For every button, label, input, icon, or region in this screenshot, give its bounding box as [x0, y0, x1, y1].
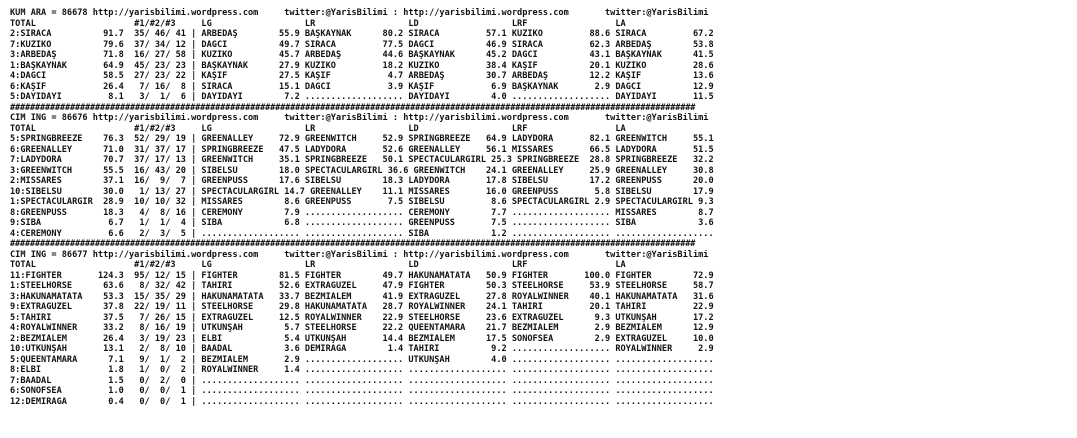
separator-line: ######################################################################################################################################### [10, 239, 696, 249]
result-row: 2:MISSARES 37.1 16/ 9/ 7 | GREENPUSS 17.6 SİBELSU 18.3 LADYDORA 17.8 SİBELSU 17.2 GREENPUSS 20.0 [10, 176, 714, 186]
separator-line: ######################################################################################################################################### [10, 102, 696, 113]
result-row: 3:HAKUNAMATATA 53.3 15/ 35/ 29 | HAKUNAMATATA 33.7 BEZMİALEM 41.9 EXTRAGÜZEL 27.8 ROYALWINNER 40.1 HAKUNAMATATA 31.6 [10, 291, 714, 302]
result-row: 4:CEREMONY 6.6 2/ 3/ 5 | ................... ................... SİBA 1.2 ................... ................... [10, 228, 714, 239]
result-row: 6:KAŞİF 26.4 7/ 16/ 8 | SIRACA 15.1 DAĞCI 3.9 KAŞİF 6.9 BAŞKAYNAK 2.9 DAĞCI 12.9 [10, 81, 714, 92]
result-row: 8:ELBİ 1.8 1/ 0/ 2 | ROYALWINNER 1.4 ................... ................... ................... ................... [10, 365, 714, 375]
result-row: 4:ROYALWINNER 33.2 8/ 16/ 19 | UTKUNŞAH 5.7 STEELHORSE 22.2 QUEENTAMARA 21.7 BEZMİALEM 2.9 BEZMİALEM 12.9 [10, 323, 714, 333]
result-row: 9:SİBA 6.7 1/ 1/ 4 | SİBA 6.8 ................... GREENPUSS 7.5 ................... SİBA 3.6 [10, 218, 714, 228]
result-row: 8:GREENPUSS 18.3 4/ 8/ 16 | CEREMONY 7.9 ................... CEREMONY 7.7 ................... MISSARES 8.7 [10, 207, 714, 218]
column-header-line: TOTAL #1/#2/#3 LG LR LD LRF LA [10, 260, 626, 270]
result-row: 10:UTKUNŞAH 13.1 2/ 8/ 10 | BAADAL 3.6 DEMİRAĞA 1.4 TAHİRİ 9.2 ................... ROYALWINNER 2.9 [10, 344, 714, 354]
result-row: 1:SPECTACULARGIR 28.9 10/ 10/ 32 | MISSARES 8.6 GREENPUSS 7.5 SİBELSU 8.6 SPECTACULARGIRL 2.9 SPECTACULARGIRL 9.3 [10, 197, 714, 207]
result-row: 5:QUEENTAMARA 7.1 9/ 1/ 2 | BEZMİALEM 2.9 ................... UTKUNŞAH 4.0 ................... ................... [10, 354, 714, 365]
result-row: 3:GREENWITCH 55.5 16/ 43/ 20 | SİBELSU 18.0 SPECTACULARGIRL 36.6 GREENWITCH 24.1 GREENALLEY 25.9 GREENALLEY 30.8 [10, 165, 714, 176]
result-row: 7:BAADAL 1.5 0/ 2/ 0 | ................... ................... ................... ................... ................... [10, 375, 714, 386]
result-row: 6:SONOFSEA 1.0 0/ 0/ 1 | ................... ................... ................... ................... ................... [10, 386, 714, 396]
result-row: 12:DEMİRAĞA 0.4 0/ 0/ 1 | ................... ................... ................... ................... ................... [10, 396, 714, 407]
section-header-line: KUM ARA = 86678 http://yarisbilimi.wordpress.com twitter:@YarisBilimi : http://yarisbilimi.wordpress.com twitter:@YarisBilimi [10, 8, 709, 18]
result-row: 7:KUZİKO 79.6 37/ 34/ 12 | DAĞCI 49.7 SIRACA 77.5 DAĞCI 46.9 SIRACA 62.3 ARBEDAŞ 53.8 [10, 39, 714, 50]
section-kum-ara [10, 8, 1077, 103]
section-cim-ing-86676 [10, 113, 1077, 239]
result-row: 1:BAŞKAYNAK 64.9 45/ 23/ 23 | BAŞKAYNAK 27.9 KUZİKO 18.2 KUZİKO 38.4 KAŞİF 20.1 KUZİKO 28.6 [10, 60, 714, 71]
result-row: 5:DAYIDAYI 8.1 3/ 1/ 6 | DAYIDAYI 7.2 ................... DAYIDAYI 4.0 ................... DAYIDAYI 11.5 [10, 92, 714, 102]
section-cim-ing-86677 [10, 250, 1077, 408]
result-row: 4:DAĞCI 58.5 27/ 23/ 22 | KAŞİF 27.5 KAŞİF 4.7 ARBEDAŞ 30.7 ARBEDAŞ 12.2 KAŞİF 13.6 [10, 71, 714, 81]
result-row: 5:TAHİRİ 37.5 7/ 26/ 15 | EXTRAGÜZEL 12.5 ROYALWINNER 22.9 STEELHORSE 23.6 EXTRAGÜZEL 9.3 UTKUNŞAH 17.2 [10, 312, 714, 323]
result-row: 7:LADYDORA 70.7 37/ 17/ 13 | GREENWITCH 35.1 SPRINGBREEZE 50.1 SPECTACULARGIRL 25.3 SPRINGBREEZE 28.8 SPRINGBREEZE 32.2 [10, 155, 714, 165]
result-row: 6:GREENALLEY 71.0 31/ 37/ 17 | SPRINGBREEZE 47.5 LADYDORA 52.6 GREENALLEY 56.1 MISSARES 66.5 LADYDORA 51.5 [10, 144, 714, 155]
result-row: 11:FIGHTER 124.3 95/ 12/ 15 | FIGHTER 81.5 FIGHTER 49.7 HAKUNAMATATA 50.9 FIGHTER 100.0 FIGHTER 72.9 [10, 270, 714, 281]
column-header-line: TOTAL #1/#2/#3 LG LR LD LRF LA [10, 123, 626, 134]
column-header-line: TOTAL #1/#2/#3 LG LR LD LRF LA [10, 18, 626, 29]
result-row: 3:ARBEDAŞ 71.8 16/ 27/ 58 | KUZİKO 45.7 ARBEDAŞ 44.6 BAŞKAYNAK 45.2 DAĞCI 43.1 BAŞKAYNAK 41.5 [10, 50, 714, 60]
section-header-line: CIM ING = 86677 http://yarisbilimi.wordpress.com twitter:@YarisBilimi : http://yarisbilimi.wordpress.com twitter:@YarisBilimi [10, 249, 709, 260]
result-row: 2:SIRACA 91.7 35/ 46/ 41 | ARBEDAŞ 55.9 BAŞKAYNAK 80.2 SIRACA 57.1 KUZİKO 88.6 SIRACA 67.2 [10, 29, 714, 39]
result-row: 9:EXTRAGÜZEL 37.8 22/ 19/ 11 | STEELHORSE 29.8 HAKUNAMATATA 28.7 ROYALWINNER 24.1 TAHİRİ 20.1 TAHİRİ 22.9 [10, 302, 714, 312]
section-header-line: CIM ING = 86676 http://yarisbilimi.wordpress.com twitter:@YarisBilimi : http://yarisbilimi.wordpress.com twitter:@YarisBilimi [10, 113, 709, 123]
result-row: 10:SİBELSU 30.0 1/ 13/ 27 | SPECTACULARGIRL 14.7 GREENALLEY 11.1 MISSARES 16.0 GREENPUSS 5.8 SİBELSU 17.9 [10, 186, 714, 197]
result-row: 1:STEELHORSE 63.6 8/ 32/ 42 | TAHİRİ 52.6 EXTRAGÜZEL 47.9 FIGHTER 50.3 STEELHORSE 53.9 STEELHORSE 58.7 [10, 281, 714, 291]
result-row: 2:BEZMİALEM 26.4 3/ 19/ 23 | ELBİ 5.4 UTKUNŞAH 14.4 BEZMİALEM 17.5 SONOFSEA 2.9 EXTRAGÜZEL 10.0 [10, 333, 714, 344]
result-row: 5:SPRINGBREEZE 76.3 52/ 29/ 19 | GREENALLEY 72.9 GREENWITCH 52.9 SPRINGBREEZE 64.9 LADYDORA 82.1 GREENWITCH 55.1 [10, 134, 714, 144]
